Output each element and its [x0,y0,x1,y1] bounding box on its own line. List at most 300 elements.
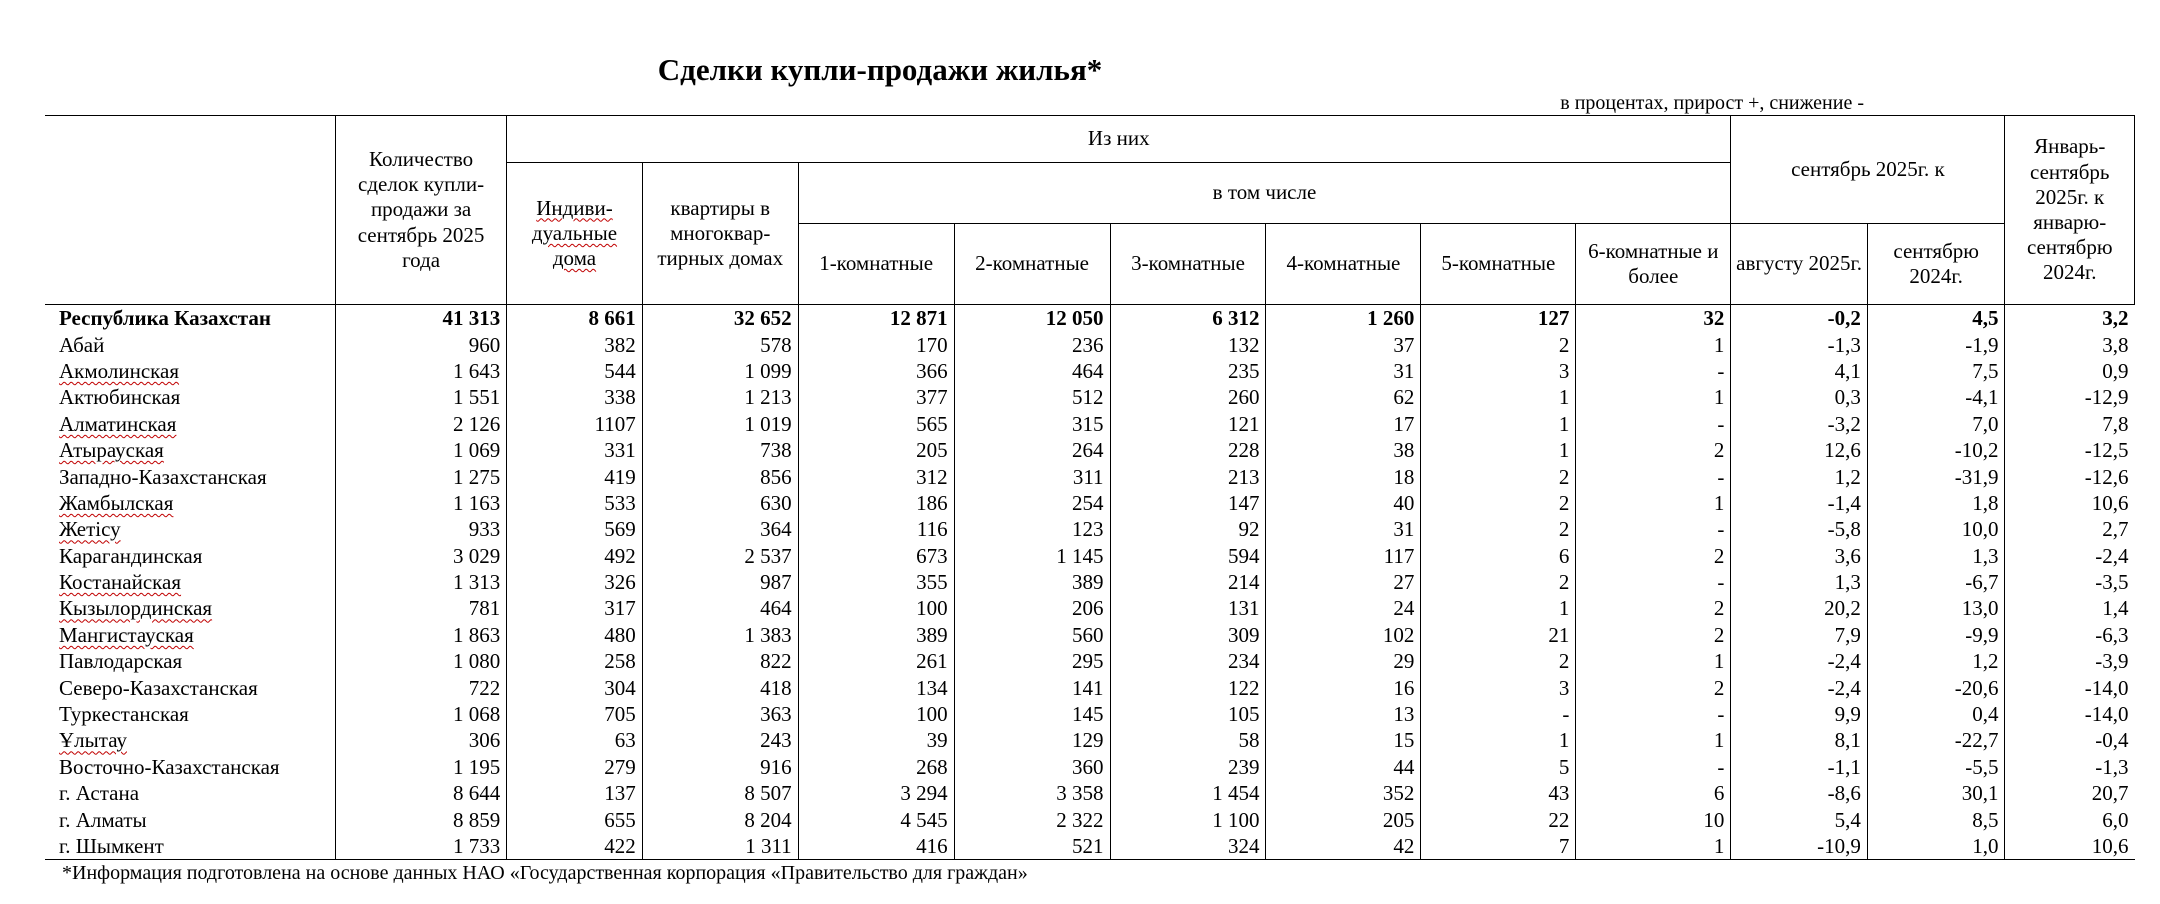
rooms-5-cell: 1 [1421,727,1576,753]
rooms-3-cell: 309 [1110,622,1266,648]
rooms-1-cell: 170 [798,331,954,357]
ytd-change-cell: 10,6 [2005,833,2135,860]
region-name-cell [45,305,335,332]
header-individual-houses [507,163,643,305]
vs-august-cell: -8,6 [1731,780,1868,806]
total-deals-cell: 1 643 [335,358,506,384]
vs-august-cell: -5,8 [1731,516,1868,542]
rooms-4-cell: 352 [1266,780,1421,806]
individual-houses-cell: 655 [507,806,643,832]
region-name-cell [45,331,335,357]
rooms-2-cell: 2 322 [954,806,1110,832]
region-name-text: г. Астана [59,781,140,806]
vs-september-cell: 30,1 [1867,780,2005,806]
individual-houses-cell: 569 [507,516,643,542]
vs-august-cell: -1,1 [1731,754,1868,780]
rooms-3-cell: 228 [1110,437,1266,463]
rooms-3-cell: 131 [1110,595,1266,621]
rooms-3-cell: 132 [1110,331,1266,357]
rooms-6-plus-cell: 32 [1576,305,1731,332]
vs-september-cell: 8,5 [1867,806,2005,832]
individual-houses-cell: 422 [507,833,643,860]
rooms-6-plus-cell: 2 [1576,674,1731,700]
vs-september-cell: 7,0 [1867,411,2005,437]
apartments-cell: 630 [642,490,798,516]
rooms-4-cell: 38 [1266,437,1421,463]
region-name-text: г. Алматы [59,807,147,832]
rooms-2-cell: 560 [954,622,1110,648]
apartments-cell: 364 [642,516,798,542]
header-vs-september: сентябрю 2024г. [1867,224,2005,305]
rooms-3-cell: 105 [1110,701,1266,727]
region-name-cell [45,674,335,700]
vs-august-cell: 0,3 [1731,384,1868,410]
rooms-4-cell: 62 [1266,384,1421,410]
vs-august-cell: -3,2 [1731,411,1868,437]
region-name-text: Костанайская [59,570,182,595]
rooms-5-cell: - [1421,701,1576,727]
apartments-cell: 418 [642,674,798,700]
rooms-1-cell: 565 [798,411,954,437]
region-name-cell [45,516,335,542]
rooms-3-cell: 213 [1110,463,1266,489]
individual-houses-cell: 382 [507,331,643,357]
rooms-6-plus-cell: - [1576,516,1731,542]
rooms-6-plus-cell: - [1576,569,1731,595]
vs-september-cell: -31,9 [1867,463,2005,489]
table-row [45,384,2135,410]
table-row [45,806,2135,832]
region-name-text: Павлодарская [59,649,183,674]
rooms-2-cell: 254 [954,490,1110,516]
rooms-4-cell: 40 [1266,490,1421,516]
rooms-6-plus-cell: - [1576,358,1731,384]
table-row [45,595,2135,621]
vs-august-cell: 4,1 [1731,358,1868,384]
rooms-2-cell: 315 [954,411,1110,437]
vs-august-cell: -1,3 [1731,331,1868,357]
apartments-cell: 822 [642,648,798,674]
header-blank-cell [45,116,335,305]
vs-september-cell: -4,1 [1867,384,2005,410]
apartments-cell: 856 [642,463,798,489]
ytd-change-cell: 20,7 [2005,780,2135,806]
rooms-5-cell: 3 [1421,358,1576,384]
vs-august-cell: 1,2 [1731,463,1868,489]
rooms-2-cell: 295 [954,648,1110,674]
vs-september-cell: 4,5 [1867,305,2005,332]
total-deals-cell: 1 863 [335,622,506,648]
rooms-4-cell: 27 [1266,569,1421,595]
ytd-change-cell: 1,4 [2005,595,2135,621]
rooms-5-cell: 2 [1421,331,1576,357]
rooms-2-cell: 141 [954,674,1110,700]
table-row [45,331,2135,357]
table-row [45,305,2135,332]
table-body [45,305,2135,860]
region-name-cell [45,833,335,860]
table-row [45,490,2135,516]
rooms-5-cell: 2 [1421,648,1576,674]
table-row [45,543,2135,569]
rooms-5-cell: 2 [1421,516,1576,542]
vs-september-cell: -10,2 [1867,437,2005,463]
rooms-4-cell: 29 [1266,648,1421,674]
rooms-4-cell: 24 [1266,595,1421,621]
individual-houses-cell: 317 [507,595,643,621]
units-note: в процентах, прирост +, снижение - [1560,92,1864,114]
rooms-6-plus-cell: - [1576,463,1731,489]
rooms-3-cell: 260 [1110,384,1266,410]
rooms-3-cell: 1 454 [1110,780,1266,806]
ytd-change-cell: -0,4 [2005,727,2135,753]
total-deals-cell: 1 551 [335,384,506,410]
ytd-change-cell: 6,0 [2005,806,2135,832]
rooms-5-cell: 1 [1421,437,1576,463]
table-header [45,116,2135,305]
rooms-3-cell: 239 [1110,754,1266,780]
apartments-cell: 1 019 [642,411,798,437]
table-row [45,463,2135,489]
header-group-sep-vs: сентябрь 2025г. к [1731,116,2005,224]
rooms-1-cell: 116 [798,516,954,542]
ytd-change-cell: -1,3 [2005,754,2135,780]
ytd-change-cell: -6,3 [2005,622,2135,648]
apartments-cell: 363 [642,701,798,727]
rooms-6-plus-cell: 2 [1576,543,1731,569]
vs-september-cell: -20,6 [1867,674,2005,700]
region-name-cell [45,754,335,780]
rooms-2-cell: 206 [954,595,1110,621]
rooms-1-cell: 100 [798,595,954,621]
apartments-cell: 8 507 [642,780,798,806]
ytd-change-cell: -12,5 [2005,437,2135,463]
rooms-3-cell: 1 100 [1110,806,1266,832]
header-rooms-3: 3-комнатные [1110,224,1266,305]
table-row [45,754,2135,780]
ytd-change-cell: 7,8 [2005,411,2135,437]
header-group-of-them: Из них [507,116,1731,163]
rooms-1-cell: 205 [798,437,954,463]
rooms-1-cell: 268 [798,754,954,780]
rooms-6-plus-cell: - [1576,754,1731,780]
individual-houses-cell: 137 [507,780,643,806]
individual-houses-cell: 544 [507,358,643,384]
individual-houses-cell: 279 [507,754,643,780]
total-deals-cell: 8 859 [335,806,506,832]
apartments-cell: 916 [642,754,798,780]
region-name-cell [45,569,335,595]
header-rooms-6-plus: 6-комнатные и более [1576,224,1731,305]
total-deals-cell: 1 068 [335,701,506,727]
individual-houses-cell: 8 661 [507,305,643,332]
apartments-cell: 32 652 [642,305,798,332]
rooms-4-cell: 1 260 [1266,305,1421,332]
vs-september-cell: 1,8 [1867,490,2005,516]
apartments-cell: 464 [642,595,798,621]
ytd-change-cell: 10,6 [2005,490,2135,516]
rooms-1-cell: 4 545 [798,806,954,832]
apartments-cell: 2 537 [642,543,798,569]
rooms-2-cell: 236 [954,331,1110,357]
region-name-cell [45,595,335,621]
rooms-2-cell: 512 [954,384,1110,410]
header-individual-houses-text: Индиви-дуальные дома [531,195,618,271]
rooms-5-cell: 7 [1421,833,1576,860]
total-deals-cell: 781 [335,595,506,621]
rooms-6-plus-cell: 6 [1576,780,1731,806]
region-name-cell [45,622,335,648]
rooms-2-cell: 12 050 [954,305,1110,332]
rooms-2-cell: 145 [954,701,1110,727]
region-name-text: Ұлытау [59,728,127,753]
individual-houses-cell: 258 [507,648,643,674]
vs-september-cell: 7,5 [1867,358,2005,384]
vs-august-cell: 8,1 [1731,727,1868,753]
region-name-text: Жетісу [59,517,121,542]
individual-houses-cell: 480 [507,622,643,648]
table-row [45,648,2135,674]
region-name-text: Алматинская [59,411,177,436]
rooms-5-cell: 1 [1421,411,1576,437]
vs-september-cell: -6,7 [1867,569,2005,595]
page-title: Сделки купли-продажи жилья* [657,52,1103,87]
vs-august-cell: -2,4 [1731,648,1868,674]
rooms-3-cell: 92 [1110,516,1266,542]
rooms-5-cell: 6 [1421,543,1576,569]
vs-september-cell: -1,9 [1867,331,2005,357]
total-deals-cell: 1 313 [335,569,506,595]
table-row [45,833,2135,860]
ytd-change-cell: -14,0 [2005,701,2135,727]
rooms-5-cell: 2 [1421,569,1576,595]
rooms-1-cell: 100 [798,701,954,727]
individual-houses-cell: 705 [507,701,643,727]
vs-august-cell: -10,9 [1731,833,1868,860]
rooms-2-cell: 311 [954,463,1110,489]
individual-houses-cell: 326 [507,569,643,595]
rooms-6-plus-cell: 1 [1576,384,1731,410]
vs-august-cell: 3,6 [1731,543,1868,569]
region-name-cell [45,490,335,516]
region-name-cell [45,780,335,806]
region-name-cell [45,701,335,727]
vs-august-cell: 9,9 [1731,701,1868,727]
individual-houses-cell: 492 [507,543,643,569]
apartments-cell: 987 [642,569,798,595]
individual-houses-cell: 331 [507,437,643,463]
region-name-text: Атырауская [59,438,164,463]
rooms-2-cell: 389 [954,569,1110,595]
rooms-6-plus-cell: 2 [1576,437,1731,463]
region-name-text: Карагандинская [59,543,203,568]
rooms-4-cell: 31 [1266,516,1421,542]
region-name-cell [45,727,335,753]
table-row [45,727,2135,753]
region-name-text: Абай [59,332,105,357]
total-deals-cell: 1 733 [335,833,506,860]
ytd-change-cell: -12,6 [2005,463,2135,489]
header-total-deals: Количество сделок купли-продажи за сентябрь 2025 года [335,116,506,305]
rooms-6-plus-cell: 1 [1576,833,1731,860]
individual-houses-cell: 63 [507,727,643,753]
rooms-2-cell: 464 [954,358,1110,384]
rooms-5-cell: 43 [1421,780,1576,806]
region-name-text: Актюбинская [59,385,181,410]
ytd-change-cell: -3,9 [2005,648,2135,674]
footnote: *Информация подготовлена на основе данных НАО «Государственная корпорация «Правительство для граждан» [62,862,1028,884]
rooms-2-cell: 264 [954,437,1110,463]
apartments-cell: 243 [642,727,798,753]
apartments-cell: 1 099 [642,358,798,384]
rooms-2-cell: 123 [954,516,1110,542]
vs-september-cell: 0,4 [1867,701,2005,727]
rooms-2-cell: 129 [954,727,1110,753]
total-deals-cell: 1 163 [335,490,506,516]
rooms-3-cell: 6 312 [1110,305,1266,332]
header-rooms-2: 2-комнатные [954,224,1110,305]
total-deals-cell: 8 644 [335,780,506,806]
region-name-text: Кызылординская [59,596,213,621]
rooms-4-cell: 31 [1266,358,1421,384]
vs-september-cell: -5,5 [1867,754,2005,780]
rooms-2-cell: 3 358 [954,780,1110,806]
rooms-1-cell: 355 [798,569,954,595]
vs-august-cell: -1,4 [1731,490,1868,516]
header-rooms-5: 5-комнатные [1421,224,1576,305]
deals-table [45,115,2135,860]
rooms-5-cell: 22 [1421,806,1576,832]
ytd-change-cell: 3,2 [2005,305,2135,332]
rooms-3-cell: 147 [1110,490,1266,516]
rooms-5-cell: 5 [1421,754,1576,780]
total-deals-cell: 933 [335,516,506,542]
header-rooms-4: 4-комнатные [1266,224,1421,305]
table-row [45,569,2135,595]
rooms-4-cell: 44 [1266,754,1421,780]
rooms-3-cell: 58 [1110,727,1266,753]
rooms-4-cell: 16 [1266,674,1421,700]
vs-september-cell: 13,0 [1867,595,2005,621]
vs-august-cell: 7,9 [1731,622,1868,648]
rooms-2-cell: 360 [954,754,1110,780]
header-rooms-1: 1-комнатные [798,224,954,305]
rooms-1-cell: 134 [798,674,954,700]
table-row [45,437,2135,463]
total-deals-cell: 41 313 [335,305,506,332]
ytd-change-cell: -3,5 [2005,569,2135,595]
vs-september-cell: -22,7 [1867,727,2005,753]
header-apartments-text: квартиры в многоквар-тирных домах [657,195,784,271]
region-name-text: Мангистауская [59,622,194,647]
table-row [45,674,2135,700]
individual-houses-cell: 304 [507,674,643,700]
header-apartments [642,163,798,305]
rooms-6-plus-cell: - [1576,701,1731,727]
total-deals-cell: 1 080 [335,648,506,674]
rooms-5-cell: 127 [1421,305,1576,332]
vs-august-cell: -2,4 [1731,674,1868,700]
vs-september-cell: 1,3 [1867,543,2005,569]
header-vs-august: августу 2025г. [1731,224,1868,305]
apartments-cell: 1 383 [642,622,798,648]
apartments-cell: 8 204 [642,806,798,832]
rooms-6-plus-cell: 1 [1576,727,1731,753]
vs-august-cell: -0,2 [1731,305,1868,332]
rooms-5-cell: 1 [1421,595,1576,621]
rooms-5-cell: 3 [1421,674,1576,700]
rooms-1-cell: 312 [798,463,954,489]
ytd-change-cell: -12,9 [2005,384,2135,410]
apartments-cell: 738 [642,437,798,463]
region-name-text: Туркестанская [59,702,189,727]
region-name-text: Жамбылская [59,490,174,515]
rooms-1-cell: 389 [798,622,954,648]
vs-september-cell: -9,9 [1867,622,2005,648]
rooms-4-cell: 17 [1266,411,1421,437]
region-name-cell [45,648,335,674]
rooms-6-plus-cell: 1 [1576,648,1731,674]
region-name-text: Восточно-Казахстанская [59,754,280,779]
region-name-text: Западно-Казахстанская [59,464,267,489]
apartments-cell: 1 213 [642,384,798,410]
total-deals-cell: 2 126 [335,411,506,437]
rooms-4-cell: 13 [1266,701,1421,727]
individual-houses-cell: 419 [507,463,643,489]
rooms-1-cell: 416 [798,833,954,860]
header-group-including: в том числе [798,163,1731,224]
region-name-cell [45,437,335,463]
rooms-1-cell: 377 [798,384,954,410]
total-deals-cell: 1 069 [335,437,506,463]
region-name-cell [45,384,335,410]
region-name-cell [45,463,335,489]
table-row [45,622,2135,648]
table-row [45,780,2135,806]
total-deals-cell: 1 275 [335,463,506,489]
header-ytd: Январь-сентябрь 2025г. к январю-сентябрю 2024г. [2005,116,2135,305]
table-row [45,358,2135,384]
individual-houses-cell: 533 [507,490,643,516]
region-name-cell [45,543,335,569]
rooms-5-cell: 1 [1421,384,1576,410]
total-deals-cell: 1 195 [335,754,506,780]
table-row [45,701,2135,727]
vs-september-cell: 1,0 [1867,833,2005,860]
vs-september-cell: 10,0 [1867,516,2005,542]
rooms-5-cell: 2 [1421,463,1576,489]
apartments-cell: 578 [642,331,798,357]
rooms-2-cell: 1 145 [954,543,1110,569]
rooms-4-cell: 102 [1266,622,1421,648]
vs-august-cell: 5,4 [1731,806,1868,832]
region-name-cell [45,806,335,832]
rooms-3-cell: 121 [1110,411,1266,437]
table-row [45,516,2135,542]
total-deals-cell: 960 [335,331,506,357]
ytd-change-cell: -2,4 [2005,543,2135,569]
rooms-2-cell: 521 [954,833,1110,860]
total-deals-cell: 3 029 [335,543,506,569]
region-name-text: Северо-Казахстанская [59,675,258,700]
region-name-text: г. Шымкент [59,834,164,858]
rooms-6-plus-cell: 1 [1576,490,1731,516]
rooms-1-cell: 366 [798,358,954,384]
rooms-6-plus-cell: 2 [1576,622,1731,648]
rooms-1-cell: 39 [798,727,954,753]
vs-september-cell: 1,2 [1867,648,2005,674]
ytd-change-cell: 2,7 [2005,516,2135,542]
